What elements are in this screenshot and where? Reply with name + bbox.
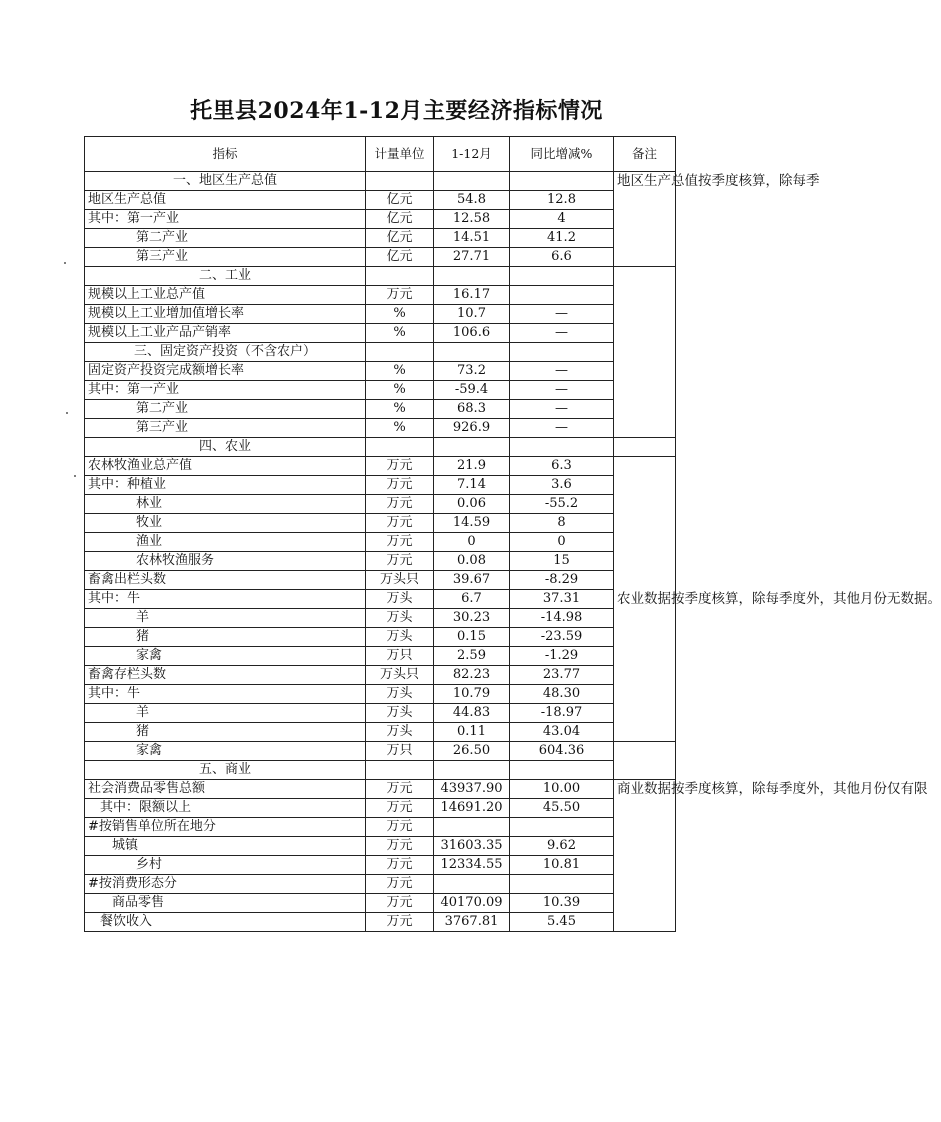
indicator-name: 规模以上工业增加值增长率 <box>85 305 366 324</box>
scan-speck <box>64 262 66 264</box>
table-row <box>85 286 676 305</box>
table-row <box>85 685 676 704</box>
indicator-name: 地区生产总值 <box>85 191 366 210</box>
indicator-name: 规模以上工业产品产销率 <box>85 324 366 343</box>
indicator-name: 农林牧渔业总产值 <box>85 457 366 476</box>
empty-cell <box>366 761 434 780</box>
note-cell: 农业数据按季度核算，除每季度外，其他月份无数据。 <box>614 457 676 742</box>
table-row <box>85 799 676 818</box>
value-cell: 82.23 <box>434 666 510 685</box>
table-row <box>85 476 676 495</box>
change-cell: 48.30 <box>510 685 614 704</box>
unit-cell: 万只 <box>366 647 434 666</box>
indicator-table <box>84 136 941 932</box>
indicator-name: 商品零售 <box>85 894 366 913</box>
unit-cell: 万头 <box>366 609 434 628</box>
table-row <box>85 229 676 248</box>
value-cell: 3767.81 <box>434 913 510 932</box>
table-row <box>85 305 676 324</box>
table-row <box>85 191 676 210</box>
change-cell <box>510 818 614 837</box>
change-cell: 5.45 <box>510 913 614 932</box>
unit-cell: 万元 <box>366 552 434 571</box>
value-cell: 10.79 <box>434 685 510 704</box>
change-cell: -14.98 <box>510 609 614 628</box>
value-cell: 73.2 <box>434 362 510 381</box>
indicator-name: 其中：牛 <box>85 685 366 704</box>
value-cell: 21.9 <box>434 457 510 476</box>
table-row <box>85 818 676 837</box>
table-row <box>85 666 676 685</box>
empty-cell <box>510 172 614 191</box>
change-cell: -18.97 <box>510 704 614 723</box>
unit-cell: 万元 <box>366 799 434 818</box>
change-cell: 3.6 <box>510 476 614 495</box>
indicator-name: 固定资产投资完成额增长率 <box>85 362 366 381</box>
indicator-name: 农林牧渔服务 <box>85 552 366 571</box>
change-cell: 10.39 <box>510 894 614 913</box>
value-cell: 68.3 <box>434 400 510 419</box>
unit-cell: 万元 <box>366 476 434 495</box>
indicator-name: #按销售单位所在地分 <box>85 818 366 837</box>
unit-cell: 万元 <box>366 894 434 913</box>
table-row <box>85 609 676 628</box>
table-row <box>85 628 676 647</box>
unit-cell: % <box>366 400 434 419</box>
indicator-name: 其中：种植业 <box>85 476 366 495</box>
value-cell: 10.7 <box>434 305 510 324</box>
unit-cell: 万头只 <box>366 571 434 590</box>
unit-cell: % <box>366 305 434 324</box>
empty-cell <box>366 438 434 457</box>
value-cell: 16.17 <box>434 286 510 305</box>
table-row <box>85 704 676 723</box>
change-cell: — <box>510 381 614 400</box>
change-cell: 6.6 <box>510 248 614 267</box>
table-row <box>85 780 676 799</box>
table-row <box>85 590 676 609</box>
change-cell: 37.31 <box>510 590 614 609</box>
change-cell: 12.8 <box>510 191 614 210</box>
unit-cell: 万元 <box>366 818 434 837</box>
scan-speck <box>74 475 76 477</box>
value-cell: 27.71 <box>434 248 510 267</box>
value-cell: 0.15 <box>434 628 510 647</box>
empty-cell <box>434 438 510 457</box>
section-row <box>85 438 676 457</box>
table-row <box>85 647 676 666</box>
unit-cell: 万头 <box>366 628 434 647</box>
unit-cell: 万头 <box>366 590 434 609</box>
indicator-name: 第三产业 <box>85 248 366 267</box>
value-cell: 54.8 <box>434 191 510 210</box>
table-row <box>85 571 676 590</box>
note-cell <box>614 267 676 438</box>
empty-cell <box>510 343 614 362</box>
table-row <box>85 457 676 476</box>
unit-cell: 亿元 <box>366 210 434 229</box>
indicator-name: 家禽 <box>85 742 366 761</box>
unit-cell: 万元 <box>366 780 434 799</box>
table-row <box>85 514 676 533</box>
empty-cell <box>366 343 434 362</box>
table-header-row <box>85 137 676 172</box>
unit-cell: 万头 <box>366 723 434 742</box>
table-row <box>85 400 676 419</box>
scan-speck <box>66 412 68 414</box>
change-cell: -1.29 <box>510 647 614 666</box>
table-row <box>85 324 676 343</box>
table-row <box>85 723 676 742</box>
value-cell: 12334.55 <box>434 856 510 875</box>
section-row <box>85 343 676 362</box>
note-cell: 商业数据按季度核算，除每季度外，其他月份仅有限 <box>614 780 676 932</box>
indicator-name: 第三产业 <box>85 419 366 438</box>
table-row <box>85 894 676 913</box>
indicator-name: 第二产业 <box>85 229 366 248</box>
table-row <box>85 856 676 875</box>
value-cell: 40170.09 <box>434 894 510 913</box>
value-cell: 43937.90 <box>434 780 510 799</box>
section-row <box>85 172 676 191</box>
value-cell: 12.58 <box>434 210 510 229</box>
empty-cell <box>510 761 614 780</box>
table-row <box>85 495 676 514</box>
header-note: 备注 <box>614 137 676 172</box>
table-row <box>85 533 676 552</box>
unit-cell: % <box>366 381 434 400</box>
indicator-name: 其中：牛 <box>85 590 366 609</box>
indicator-name: #按消费形态分 <box>85 875 366 894</box>
indicator-name: 林业 <box>85 495 366 514</box>
table-row <box>85 248 676 267</box>
section-row <box>85 761 676 780</box>
table-row <box>85 381 676 400</box>
section-title: 三、固定资产投资（不含农户） <box>85 343 366 362</box>
change-cell: -55.2 <box>510 495 614 514</box>
unit-cell: 亿元 <box>366 248 434 267</box>
indicator-name: 城镇 <box>85 837 366 856</box>
change-cell <box>510 286 614 305</box>
value-cell: 6.7 <box>434 590 510 609</box>
value-cell: 14.59 <box>434 514 510 533</box>
change-cell: 45.50 <box>510 799 614 818</box>
indicator-name: 家禽 <box>85 647 366 666</box>
change-cell: — <box>510 362 614 381</box>
value-cell: 0.06 <box>434 495 510 514</box>
indicator-name: 其中：限额以上 <box>85 799 366 818</box>
unit-cell: 万元 <box>366 495 434 514</box>
unit-cell: 亿元 <box>366 191 434 210</box>
unit-cell: 万元 <box>366 856 434 875</box>
unit-cell: 万元 <box>366 837 434 856</box>
value-cell: 14691.20 <box>434 799 510 818</box>
note-cell <box>614 742 676 780</box>
indicator-name: 社会消费品零售总额 <box>85 780 366 799</box>
value-cell: 2.59 <box>434 647 510 666</box>
change-cell: 4 <box>510 210 614 229</box>
indicator-name: 猪 <box>85 628 366 647</box>
section-title: 五、商业 <box>85 761 366 780</box>
empty-cell <box>434 761 510 780</box>
note-cell: 地区生产总值按季度核算，除每季 <box>614 172 676 267</box>
header-indicator: 指标 <box>85 137 366 172</box>
value-cell: -59.4 <box>434 381 510 400</box>
value-cell: 44.83 <box>434 704 510 723</box>
value-cell: 926.9 <box>434 419 510 438</box>
indicator-name: 规模以上工业总产值 <box>85 286 366 305</box>
note-cell <box>614 438 676 457</box>
change-cell: 6.3 <box>510 457 614 476</box>
unit-cell: 万元 <box>366 286 434 305</box>
value-cell <box>434 875 510 894</box>
change-cell: 23.77 <box>510 666 614 685</box>
header-unit: 计量单位 <box>366 137 434 172</box>
unit-cell: % <box>366 419 434 438</box>
value-cell: 0.08 <box>434 552 510 571</box>
indicator-name: 乡村 <box>85 856 366 875</box>
value-cell: 14.51 <box>434 229 510 248</box>
indicator-name: 羊 <box>85 609 366 628</box>
empty-cell <box>434 343 510 362</box>
change-cell: -8.29 <box>510 571 614 590</box>
table-row <box>85 419 676 438</box>
change-cell: 15 <box>510 552 614 571</box>
change-cell: — <box>510 324 614 343</box>
value-cell: 7.14 <box>434 476 510 495</box>
empty-cell <box>434 267 510 286</box>
value-cell: 26.50 <box>434 742 510 761</box>
change-cell: -23.59 <box>510 628 614 647</box>
change-cell: 9.62 <box>510 837 614 856</box>
indicator-name: 餐饮收入 <box>85 913 366 932</box>
unit-cell: 万元 <box>366 913 434 932</box>
header-period: 1-12月 <box>434 137 510 172</box>
unit-cell: 万元 <box>366 457 434 476</box>
value-cell: 0.11 <box>434 723 510 742</box>
value-cell: 31603.35 <box>434 837 510 856</box>
change-cell: 0 <box>510 533 614 552</box>
value-cell <box>434 818 510 837</box>
empty-cell <box>510 267 614 286</box>
section-title: 一、地区生产总值 <box>85 172 366 191</box>
table-row <box>85 875 676 894</box>
unit-cell: 万只 <box>366 742 434 761</box>
unit-cell: 万元 <box>366 533 434 552</box>
unit-cell: % <box>366 324 434 343</box>
indicator-name: 其中：第一产业 <box>85 381 366 400</box>
change-cell: 43.04 <box>510 723 614 742</box>
change-cell: 10.00 <box>510 780 614 799</box>
value-cell: 106.6 <box>434 324 510 343</box>
indicator-name: 畜禽出栏头数 <box>85 571 366 590</box>
empty-cell <box>366 172 434 191</box>
value-cell: 39.67 <box>434 571 510 590</box>
change-cell: — <box>510 305 614 324</box>
unit-cell: 万元 <box>366 875 434 894</box>
section-row <box>85 267 676 286</box>
indicator-name: 第二产业 <box>85 400 366 419</box>
empty-cell <box>434 172 510 191</box>
value-cell: 30.23 <box>434 609 510 628</box>
header-change: 同比增减% <box>510 137 614 172</box>
unit-cell: 万头只 <box>366 666 434 685</box>
change-cell: — <box>510 400 614 419</box>
unit-cell: 万元 <box>366 514 434 533</box>
unit-cell: 亿元 <box>366 229 434 248</box>
indicator-name: 羊 <box>85 704 366 723</box>
section-title: 四、农业 <box>85 438 366 457</box>
change-cell: — <box>510 419 614 438</box>
empty-cell <box>366 267 434 286</box>
indicator-name: 猪 <box>85 723 366 742</box>
page-title: 托里县2024年1-12月主要经济指标情况 <box>190 98 603 124</box>
table-row <box>85 552 676 571</box>
indicator-name: 其中：第一产业 <box>85 210 366 229</box>
unit-cell: % <box>366 362 434 381</box>
table-row <box>85 913 676 932</box>
change-cell <box>510 875 614 894</box>
section-title: 二、工业 <box>85 267 366 286</box>
indicator-name: 牧业 <box>85 514 366 533</box>
table-row <box>85 837 676 856</box>
change-cell: 8 <box>510 514 614 533</box>
change-cell: 10.81 <box>510 856 614 875</box>
table-row <box>85 742 676 761</box>
empty-cell <box>510 438 614 457</box>
table-row <box>85 362 676 381</box>
unit-cell: 万头 <box>366 704 434 723</box>
table-body <box>85 172 941 932</box>
change-cell: 604.36 <box>510 742 614 761</box>
indicator-name: 渔业 <box>85 533 366 552</box>
unit-cell: 万头 <box>366 685 434 704</box>
indicator-name: 畜禽存栏头数 <box>85 666 366 685</box>
table-row <box>85 210 676 229</box>
change-cell: 41.2 <box>510 229 614 248</box>
value-cell: 0 <box>434 533 510 552</box>
